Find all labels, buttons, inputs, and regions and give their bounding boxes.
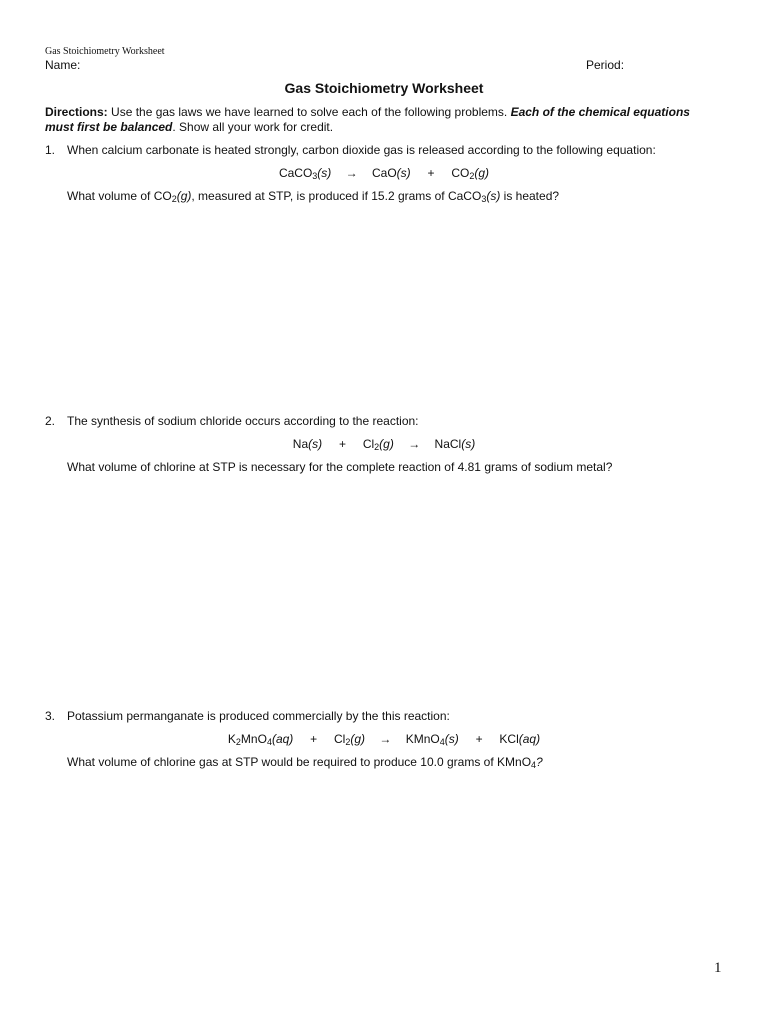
question-1-number: 1. [45,143,56,157]
page-title: Gas Stoichiometry Worksheet [284,80,484,96]
directions-label: Directions: [45,105,108,119]
directions-text: Use the gas laws we have learned to solve each of the following problems. [107,105,511,119]
question-2-number: 2. [45,414,56,428]
running-header: Gas Stoichiometry Worksheet [45,46,165,57]
question-3-number: 3. [45,709,56,723]
question-2-equation: $Na(s) + Cl_2(g)$ → NaCl(s) [292,437,476,452]
name-label: Name: [45,58,81,72]
question-3-question: What volume of chlorine gas at STP would be required to produce 10.0 grams of KMnO$_4$? [67,755,543,770]
page-number: 1 [714,960,722,976]
directions-tail: . Show all your work for credit. [172,120,334,134]
question-2-prompt: The synthesis of sodium chloride occurs according to the reaction: [67,414,419,428]
question-1-question: What volume of $CO_2(g)$, measured at STP, is produced if 15.2 grams of CaCO$_3$(s) is heated? [67,189,560,204]
directions [45,105,705,135]
directions-emphasis: Each of the chemical equations must first be balanced [45,105,690,134]
question-1-equation: CaCO$_3$(s) → $CaO(s) + CO_2(g)$ [278,166,490,181]
question-3-prompt: Potassium permanganate is produced commercially by the this reaction: [67,709,450,723]
period-label: Period: [586,58,625,72]
question-2-question: What volume of chlorine at STP is necessary for the complete reaction of 4.81 grams of sodium metal? [67,460,613,474]
question-1-prompt: When calcium carbonate is heated strongly, carbon dioxide gas is released according to the following equation: [67,143,656,157]
question-3-equation: $K_2MnO_4(aq) + Cl_2(g)$ → KMnO$_4$(s) + KCl(aq) [227,732,541,747]
